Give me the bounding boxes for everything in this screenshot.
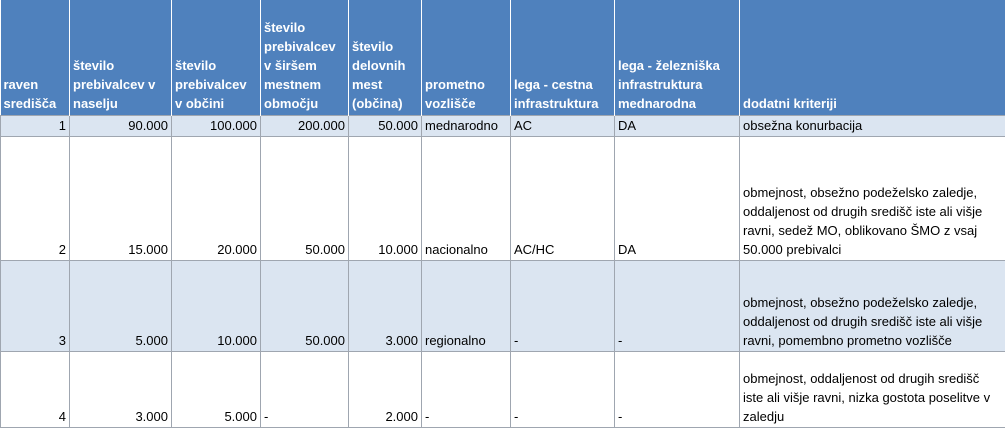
table-row: [1, 351, 1005, 427]
cell-zelezniska-infrastruktura: DA: [615, 115, 740, 136]
cell-cestna-infrastruktura: -: [511, 260, 615, 351]
cell-mestno-obmocje: 200.000: [261, 115, 349, 136]
cell-zelezniska-infrastruktura: -: [615, 260, 740, 351]
cell-delovna-mesta: 3.000: [349, 260, 422, 351]
header-raven: raven središča: [1, 0, 70, 115]
cell-cestna-infrastruktura: AC/HC: [511, 136, 615, 260]
cell-dodatni-kriteriji: obsežna konurbacija: [740, 115, 1005, 136]
cell-cestna-infrastruktura: AC: [511, 115, 615, 136]
cell-zelezniska-infrastruktura: DA: [615, 136, 740, 260]
cell-dodatni-kriteriji: obmejnost, obsežno podeželsko zaledje, oddaljenost od drugih središč iste ali višje ravni, sedež MO, oblikovano ŠMO z vsaj 50.000 prebivalci: [740, 136, 1005, 260]
cell-obcina: 20.000: [172, 136, 261, 260]
cell-mestno-obmocje: -: [261, 351, 349, 427]
header-zelezniska-infrastruktura: lega - železniška infrastruktura mednarodna: [615, 0, 740, 115]
cell-naselje: 90.000: [70, 115, 172, 136]
cell-delovna-mesta: 2.000: [349, 351, 422, 427]
cell-prometno-vozlisce: mednarodno: [422, 115, 511, 136]
header-naselje: število prebivalcev v naselju: [70, 0, 172, 115]
cell-mestno-obmocje: 50.000: [261, 260, 349, 351]
cell-zelezniska-infrastruktura: -: [615, 351, 740, 427]
header-row: [1, 0, 1005, 115]
header-delovna-mesta: število delovnih mest (občina): [349, 0, 422, 115]
cell-naselje: 15.000: [70, 136, 172, 260]
table-row: [1, 115, 1005, 136]
cell-raven: 1: [1, 115, 70, 136]
header-cestna-infrastruktura: lega - cestna infrastruktura: [511, 0, 615, 115]
cell-dodatni-kriteriji: obmejnost, oddaljenost od drugih središč iste ali višje ravni, nizka gostota poselitve v zaledju: [740, 351, 1005, 427]
cell-prometno-vozlisce: nacionalno: [422, 136, 511, 260]
cell-raven: 2: [1, 136, 70, 260]
header-obcina: število prebivalcev v občini: [172, 0, 261, 115]
cell-delovna-mesta: 10.000: [349, 136, 422, 260]
cell-obcina: 100.000: [172, 115, 261, 136]
cell-obcina: 10.000: [172, 260, 261, 351]
cell-mestno-obmocje: 50.000: [261, 136, 349, 260]
header-mestno-obmocje: število prebivalcev v širšem mestnem območju: [261, 0, 349, 115]
cell-raven: 3: [1, 260, 70, 351]
table-row: [1, 260, 1005, 351]
table-row: [1, 136, 1005, 260]
cell-obcina: 5.000: [172, 351, 261, 427]
cell-raven: 4: [1, 351, 70, 427]
header-dodatni-kriteriji: dodatni kriteriji: [740, 0, 1005, 115]
cell-prometno-vozlisce: -: [422, 351, 511, 427]
cell-dodatni-kriteriji: obmejnost, obsežno podeželsko zaledje, oddaljenost od drugih središč iste ali višje ravni, pomembno prometno vozlišče: [740, 260, 1005, 351]
cell-cestna-infrastruktura: -: [511, 351, 615, 427]
cell-naselje: 3.000: [70, 351, 172, 427]
cell-prometno-vozlisce: regionalno: [422, 260, 511, 351]
cell-delovna-mesta: 50.000: [349, 115, 422, 136]
cell-naselje: 5.000: [70, 260, 172, 351]
header-prometno-vozlisce: prometno vozlišče: [422, 0, 511, 115]
